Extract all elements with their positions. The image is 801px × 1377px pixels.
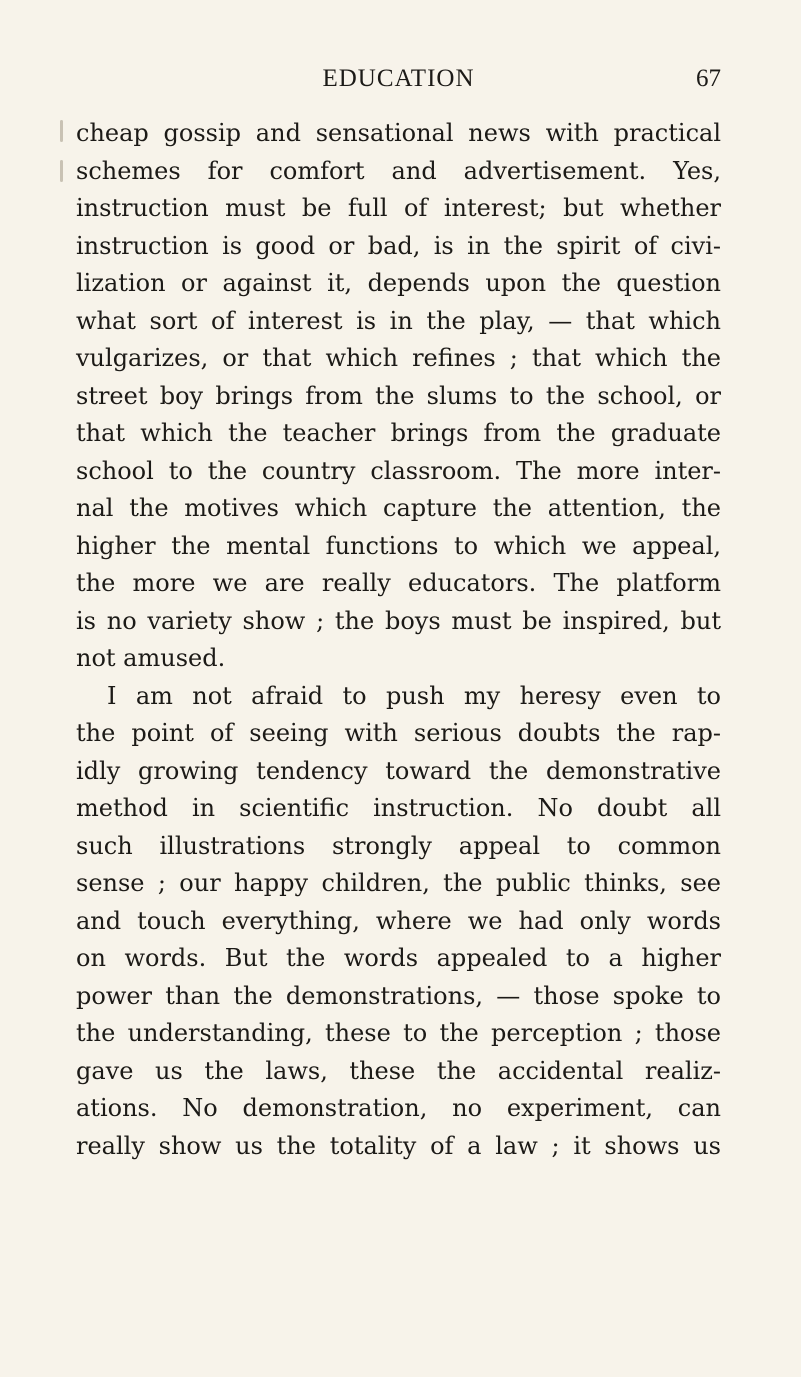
text-line: sense ; our happy children, the public thinks, see: [76, 869, 721, 897]
text-line: that which the teacher brings from the graduate: [76, 419, 721, 447]
text-line: not amused.: [76, 644, 226, 672]
text-line: the point of seeing with serious doubts the rap-: [76, 719, 721, 747]
text-line: is no variety show ; the boys must be inspired, but: [76, 606, 721, 635]
text-line: lization or against it, depends upon the question: [76, 269, 721, 297]
text-line: I am not afraid to push my heresy even to: [107, 681, 721, 710]
text-line: method in scientific instruction. No doubt all: [76, 794, 721, 822]
text-line: street boy brings from the slums to the school, or: [76, 381, 721, 410]
paragraph-2: [76, 678, 721, 1166]
text-line: idly growing tendency toward the demonstrative: [76, 756, 721, 785]
text-line: nal the motives which capture the attention, the: [76, 494, 721, 522]
text-line: such illustrations strongly appeal to common: [76, 831, 721, 860]
text-line: instruction is good or bad, is in the spirit of civi-: [76, 231, 721, 260]
running-head-title: EDUCATION: [322, 65, 475, 92]
page-edge-mark: [60, 120, 63, 142]
body-text: [76, 115, 721, 1165]
text-line: really show us the totality of a law ; it shows us: [76, 1131, 721, 1160]
text-line: power than the demonstrations, — those spoke to: [76, 981, 721, 1010]
paragraph-1: [76, 115, 721, 678]
text-line: the understanding, these to the perception ; those: [76, 1019, 721, 1047]
page-edge-mark: [60, 160, 63, 182]
running-head: [76, 62, 721, 96]
text-line: the more we are really educators. The platform: [76, 569, 721, 597]
text-line: and touch everything, where we had only words: [76, 906, 721, 935]
text-line: vulgarizes, or that which refines ; that which the: [76, 344, 721, 372]
text-line: school to the country classroom. The more inter-: [76, 456, 721, 485]
text-line: higher the mental functions to which we appeal,: [76, 531, 721, 560]
text-line: on words. But the words appealed to a higher: [76, 944, 721, 972]
text-line: schemes for comfort and advertisement. Yes,: [76, 156, 721, 185]
text-line: ations. No demonstration, no experiment, can: [76, 1094, 721, 1122]
text-line: cheap gossip and sensational news with practical: [76, 119, 721, 147]
text-line: gave us the laws, these the accidental realiz-: [76, 1056, 721, 1085]
text-line: instruction must be full of interest; but whether: [76, 194, 721, 222]
text-line: what sort of interest is in the play, — that which: [76, 306, 721, 335]
page-number: 67: [696, 65, 721, 92]
